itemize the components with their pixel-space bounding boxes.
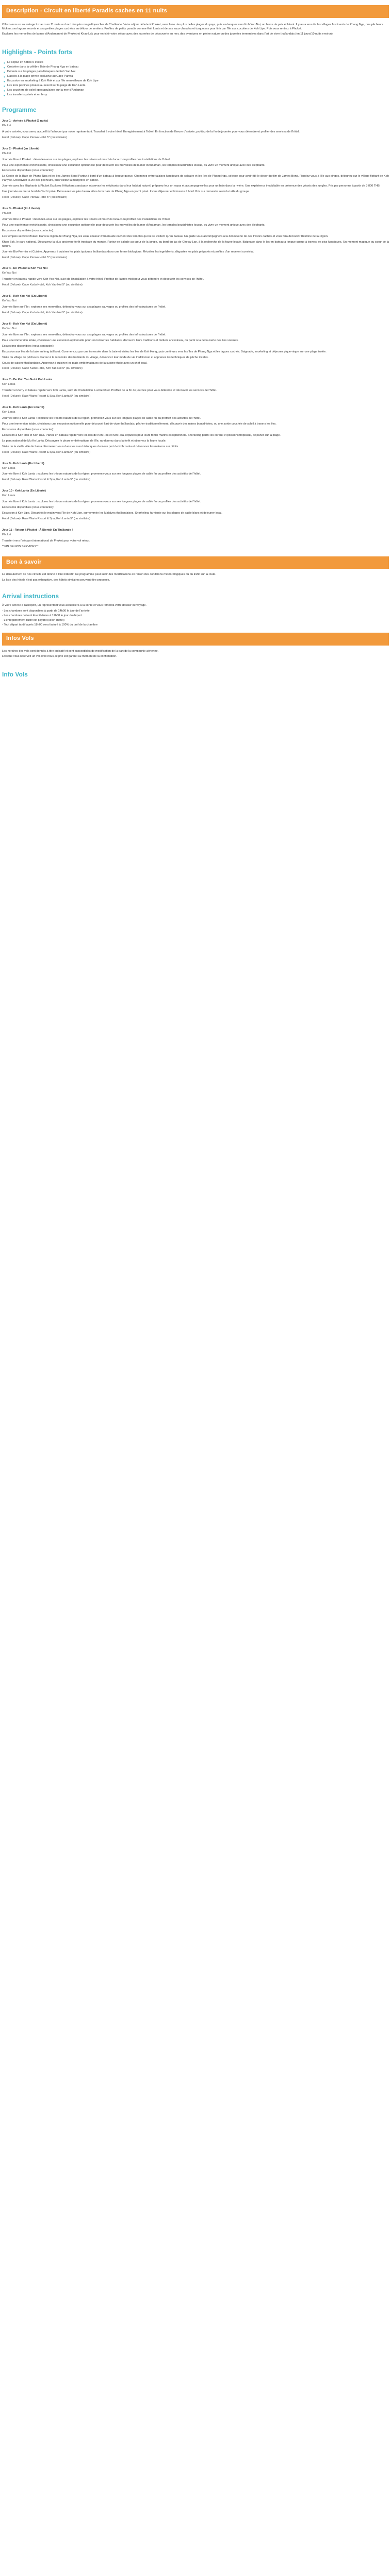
program-day — [2, 267, 389, 287]
good-to-know-paragraph: Le déroulement de nos circuits est donné à titre indicatif. Ce programme peut subir des modifications en raison des conditions météorologiques ou du trafic sur la route. — [2, 573, 216, 577]
day-paragraph: Transfert en bateau rapide vers Koh Yao Noi, suivi de l'installation à votre hôtel. Profitez de l'après-midi pour vous détendre et découvrir les services de l'hôtel. — [2, 278, 204, 281]
day-title: Jour 9 - Koh Lanta (En Liberté) — [2, 462, 44, 465]
day-paragraph: Visite de la vieille ville de Lanta. Promenez-vous dans les rues historiques du vieux port de Koh Lanta et découvrez les maisons sur pilotis. — [2, 445, 179, 448]
day-paragraph: Transfert vers l'aéroport international de Phuket pour votre vol retour. — [2, 539, 90, 543]
day-location: Ko Yao Noi — [2, 327, 17, 330]
day-paragraph: La Grotte de la Baie de Phang Nga et les îles James Bond Partez à bord d'un bateau à longue queue. Cheminez entre falaises karstiques de calcaire et les îles de Phang Nga, célèbre pour avoir été le décor du film de James Bond. Rendez-vous à l'île aux singes, déjeunez sur le village flottant de Koh Panyee. Découvrez la vie des pêcheurs, puis visitez la mangrove en canoë. — [2, 175, 389, 182]
day-paragraph: Journée libre sur l'île : explorez ses merveilles, détendez-vous sur ses plages sauvages ou profitez des infrastructures de l'hôtel. — [2, 333, 166, 336]
day-paragraph: Journée libre à Koh Lanta : explorez les trésors naturels de la région, promenez-vous sur ses longues plages de sable fin ou profitez des activités de l'hôtel. — [2, 417, 201, 420]
day-hotel: Hotel (Deluxe): Cape Panwa Hotel 5* (ou similaire) — [2, 196, 67, 199]
highlight-item: • Détente sur les plages paradisiaques de Koh Yao Noi — [3, 70, 389, 74]
day-title: Jour 1 - Arrivée à Phuket (2 nuits) — [2, 119, 48, 123]
highlight-item: • L'accès à la plage privée exclusive au Cape Panwa — [3, 75, 389, 79]
day-paragraph: Les temples secrets Phuket. Dans la région de Phang Nga, les eaux couleur d'émeraude cachent des temples qui ne se visitent qu'en bateau. Un guide vous accompagnera à la découverte de ces trésors cachés et vous fera découvrir l'histoire de la région. — [2, 234, 329, 238]
day-paragraph: Excursion aux îles de la baie en long tail boat. Commencez par une traversée dans la baie et visitez les îles de Koh Hong, puis continuez vers les îles de Phang Nga et les lagons cachés. Baignade, snorkeling et déjeuner pique-nique sur une plage isolée. — [2, 350, 327, 353]
day-title: Jour 5 - Koh Yao Noi (En Liberté) — [2, 295, 47, 298]
day-location: Koh Lanta — [2, 383, 15, 386]
day-paragraph: Excursion à Koh Lipe. Départ tôt le matin vers l'île de Koh Lipe, surnommée les Maldives thaïlandaises. Snorkeling, farniente sur les plages de sable blanc et déjeuner local. — [2, 512, 222, 515]
highlight-item: • Les transferts privés et en ferry — [3, 93, 389, 97]
day-title: Jour 2 - Phuket (en Liberté) — [2, 147, 40, 150]
day-hotel: Hotel (Deluxe): Rawi Warin Resort & Spa, Koh Lanta 5* (ou similaire) — [2, 517, 91, 521]
arrival-text: À votre arrivée à l'aéroport, un représentant vous accueillera à la sortie et vous remettra votre dossier de voyage. — [2, 604, 146, 607]
day-hotel: Hotel (Deluxe): Rawi Warin Resort & Spa, Koh Lanta 5* (ou similaire) — [2, 478, 91, 482]
highlights-title: Highlights - Points forts — [2, 48, 72, 56]
good-to-know-title: Bon à savoir — [2, 556, 389, 569]
highlights-list — [3, 61, 389, 97]
condition-item: - Les chambres doivent être libérées à 12h00 le jour du départ — [2, 614, 82, 618]
day-paragraph: Excursions disponibles (nous contacter): — [2, 506, 54, 510]
day-paragraph: Excursions disponibles (nous contacter): — [2, 428, 54, 431]
intro-section — [2, 23, 389, 37]
day-hotel: Hotel (Deluxe): Cape Kudu Hotel, Koh Yao Noi 5* (ou similaire) — [2, 283, 83, 287]
highlight-item: • Excursion en snorkeling à Koh Rok et sur l'île merveilleuse de Koh Lipe — [3, 79, 389, 83]
arrival-title: Arrival instructions — [2, 592, 59, 600]
program-day — [2, 295, 389, 315]
day-hotel: Hotel (Deluxe): Cape Kudu Hotel, Koh Yao Noi 5* (ou similaire) — [2, 311, 83, 315]
highlight-item: • Les couchers de soleil spectaculaires sur la mer d'Andaman — [3, 89, 389, 93]
info-vols-section — [2, 650, 389, 659]
day-paragraph: Journée libre à Phuket : détendez-vous sur les plages, explorez les trésors et marchés locaux ou profitez des installations de l'hôtel. — [2, 158, 171, 161]
conditions-list — [2, 609, 389, 628]
day-paragraph: **FIN DE NOS SERVICES** — [2, 545, 39, 548]
day-paragraph: Pour une immersion totale, choisissez une excursion optionnelle pour découvrir l'art de vivre thaïlandais, pêcher traditionnellement, découvrir des ruines bouddhistes, ou une sortie couchée de soleil à travers les îles. — [2, 422, 276, 426]
day-title: Jour 4 - De Phuket à Koh Yao Noi — [2, 267, 48, 270]
program-days — [2, 120, 389, 549]
day-location: Ko Yao Noi — [2, 299, 17, 303]
day-paragraph: Transfert en ferry et bateau rapide vers Koh Lanta, suivi de l'installation à votre hôtel. Profitez de la fin de journée pour vous détendre et découvrir les services de l'hôtel. — [2, 389, 217, 393]
day-hotel: Hotel (Deluxe): Cape Panwa Hotel 5* (ou similaire) — [2, 256, 67, 259]
day-paragraph: Excursions disponibles (nous contacter): — [2, 169, 54, 173]
condition-item: - Les chambres sont disponibles à partir de 14h00 le jour de l'arrivée — [2, 609, 90, 613]
day-paragraph: Journée libre à Koh Lanta : explorez les trésors naturels de la région, promenez-vous sur ses longues plages de sable fin ou profitez des activités de l'hôtel. — [2, 472, 201, 476]
day-hotel: Hotel (Deluxe): Cape Kudu Hotel, Koh Yao Noi 5* (ou similaire) — [2, 367, 83, 370]
day-hotel: Hotel (Deluxe): Rawi Warin Resort & Spa, Koh Lanta 5* (ou similaire) — [2, 395, 91, 398]
good-to-know-paragraph: La liste des hôtels n'est pas exhaustive, des hôtels similaires peuvent être proposés. — [2, 579, 110, 582]
highlight-item: • Le séjour en hôtels 5 étoiles — [3, 61, 389, 65]
day-paragraph: Pour une expérience enrichissante, choisissez une excursion optionnelle pour découvrir les merveilles de la mer d'Andaman, les temples bouddhistes locaux, ou vivre un moment unique avec des éléphants. — [2, 223, 266, 227]
day-paragraph: Pour une expérience enrichissante, choisissez une excursion optionnelle pour découvrir les merveilles de la mer d'Andaman, les temples bouddhistes locaux, ou vivre un moment unique avec des éléphants. — [2, 163, 266, 167]
intro-paragraph: Explorez les merveilles de la mer d'Andaman et de Phuket et Khao Lak pour enrichir votre séjour avec des journées de découverte en mer, des aventures en pleine nature ou des journées immersives dans l'art de vivre thaïlandais (en 11 jours/10 nuits environ) — [2, 32, 333, 36]
program-title: Programme — [2, 106, 37, 113]
day-paragraph: Excursion à Koh Rok et Koh Haa. Partez en bateau rapide vers les îles de Koh Rok et Koh Haa, réputées pour leurs fonds marins exceptionnels. Snorkeling parmi les coraux et poissons tropicaux, déjeuner sur la plage. — [2, 433, 281, 437]
program-day — [2, 207, 389, 260]
day-paragraph: Journée libre à Phuket : détendez-vous sur les plages, explorez les trésors et marchés locaux ou profitez des installations de l'hôtel. — [2, 217, 171, 221]
page — [0, 5, 391, 714]
day-hotel: Hotel (Deluxe): Rawi Warin Resort & Spa, Koh Lanta 5* (ou similaire) — [2, 450, 91, 454]
day-title: Jour 11 - Retour à Phuket - À Bientôt En Thaïlande ! — [2, 528, 73, 532]
program-day — [2, 406, 389, 454]
day-title: Jour 7 - De Koh Yao Noi à Koh Lanta — [2, 378, 52, 382]
day-paragraph: Visite du village de pêcheurs. Partez à la rencontre des habitants du village, découvrez leur mode de vie traditionnel et apprenez les techniques de pêche locales. — [2, 355, 209, 359]
program-day — [2, 378, 389, 399]
good-to-know-section — [2, 573, 389, 628]
highlight-item: • Les trois piscines privées au resort sur la plage de Koh Lanta — [3, 84, 389, 88]
info-vols-title: Infos Vols — [2, 633, 389, 646]
day-paragraph: Journée avec les éléphants à Phuket Explorez l'éléphant sanctuary, observez les éléphants dans leur habitat naturel, préparez-leur un repas et accompagnez-les pour un bain dans la rivière. Une expérience inoubliable en présence des géants des jungles. Prix par personne à partir de 3 800 THB. — [2, 184, 381, 188]
day-location: Phuket — [2, 124, 11, 127]
day-title: Jour 3 - Phuket (En Liberté) — [2, 207, 40, 211]
day-paragraph: Pour une immersion totale, choisissez une excursion optionnelle pour rencontrer les habitants, découvrir leurs traditions et métiers ancestraux, ou partir à la découverte des îles voisines. — [2, 338, 239, 342]
intro-paragraph: Offrez-vous un sauvetage luxueux en 11 nuits au bord des plus magnifiques îles de Thaïlande. Votre séjour débute à Phuket, avec l'une des plus belles plages du pays, puis embarquez vers Koh Yao Noi, un havre de paix éclatant. Il y aura ensuite les villages fascinants de Phang Nga, des pêcheurs Moken, ses lagons secrets et ses petites plages cachées au détour de sentiers. Profitez de petits paradis comme Koh Lanta et de ses eaux chaudes et turquoises pour finir par l'île aux cocotiers de Koh Lipe. Puis vous rentrez à Phuket. — [2, 23, 383, 30]
day-paragraph: Le parc national de Mu Ko Lanta. Découvrez le phare emblématique de l'île, randonnez dans la forêt et observez la faune locale. — [2, 439, 167, 443]
day-title: Jour 8 - Koh Lanta (En Liberté) — [2, 406, 44, 410]
day-location: Phuket — [2, 212, 11, 215]
day-paragraph: Excursions disponibles (nous contacter): — [2, 344, 54, 348]
program-day — [2, 489, 389, 521]
day-location: Koh Lanta — [2, 411, 15, 414]
program-day — [2, 323, 389, 371]
day-hotel: Hotel (Deluxe): Cape Panwa Hotel 5* (ou similaire) — [2, 135, 67, 139]
day-paragraph: Journée libre à Koh Lanta : explorez les trésors naturels de la région, promenez-vous sur ses longues plages de sable fin ou profitez des activités de l'hôtel. — [2, 500, 201, 504]
day-title: Jour 6 - Koh Yao Noi (En Liberté) — [2, 322, 47, 326]
program-day — [2, 120, 389, 140]
day-paragraph: Journée libre sur l'île : explorez ses merveilles, détendez-vous sur ses plages sauvages ou profitez des infrastructures de l'hôtel. — [2, 306, 166, 309]
day-location: Koh Lanta — [2, 494, 15, 498]
day-paragraph: Journée Bio-Fermier et Cuisine. Apprenez à cuisiner les plats typiques thaïlandais dans une ferme biologique. Récoltez les ingrédients, dégustez les plats préparés et profitez d'un moment convivial. — [2, 250, 254, 253]
condition-item: - Tout départ tardif après 18h00 sera facturé à 100% du tarif de la chambre — [2, 623, 98, 626]
highlight-item: • Croisière dans la célèbre Baie de Phang Nga en bateau — [3, 65, 389, 70]
day-paragraph: À votre arrivée, vous serez accueilli à l'aéroport par notre représentant. Transfert à votre hôtel. Enregistrement à l'hôtel. En fonction de l'heure d'arrivée, profitez de la fin de journée pour vous détendre et profiter des services de l'hôtel. — [2, 130, 300, 133]
info-vols-paragraph: Les horaires des vols sont donnés à titre indicatif et sont susceptibles de modification de la part de la compagnie aérienne. — [2, 649, 159, 653]
info-vols-paragraph: Lorsque vous réservez un vol avec nous, le prix est garanti au moment de la confirmation. — [2, 655, 117, 658]
day-location: Koh Lanta — [2, 466, 15, 470]
program-day — [2, 462, 389, 483]
page-title: Description - Circuit en liberté Paradis caches en 11 nuits — [2, 5, 389, 18]
footer-title: Info Vols — [2, 671, 28, 679]
program-day — [2, 147, 389, 200]
day-paragraph: Khao Sok, le parc national. Découvrez la plus ancienne forêt tropicale du monde. Partez en balade au cœur de la jungle, au bord du lac de Cheow Lan, à la recherche de la faune locale. Baignade dans le lac en bateau à longue queue à travers les pics karstiques. Un moment magique au cœur de la nature. — [2, 240, 389, 248]
condition-item: - L'enregistrement tardif est payant (selon l'hôtel) — [2, 619, 64, 622]
day-title: Jour 10 - Koh Lanta (En Liberté) — [2, 489, 46, 493]
day-paragraph: Une journée en mer à bord du Yacht privé. Découvrez les plus beaux sites de la baie de Phang Nga en yacht privé. Inclus déjeuner et boissons à bord. Prix sur demande selon la taille du groupe. — [2, 190, 250, 194]
program-day — [2, 529, 389, 549]
day-location: Phuket — [2, 151, 11, 155]
day-location: Phuket — [2, 533, 11, 536]
day-location: Ko Yao Noi — [2, 272, 17, 275]
day-paragraph: Cours de cuisine thaïlandaise. Apprenez à cuisiner les plats emblématiques de la cuisine thaïe avec un chef local. — [2, 361, 148, 365]
day-paragraph: Excursions disponibles (nous contacter): — [2, 229, 54, 232]
